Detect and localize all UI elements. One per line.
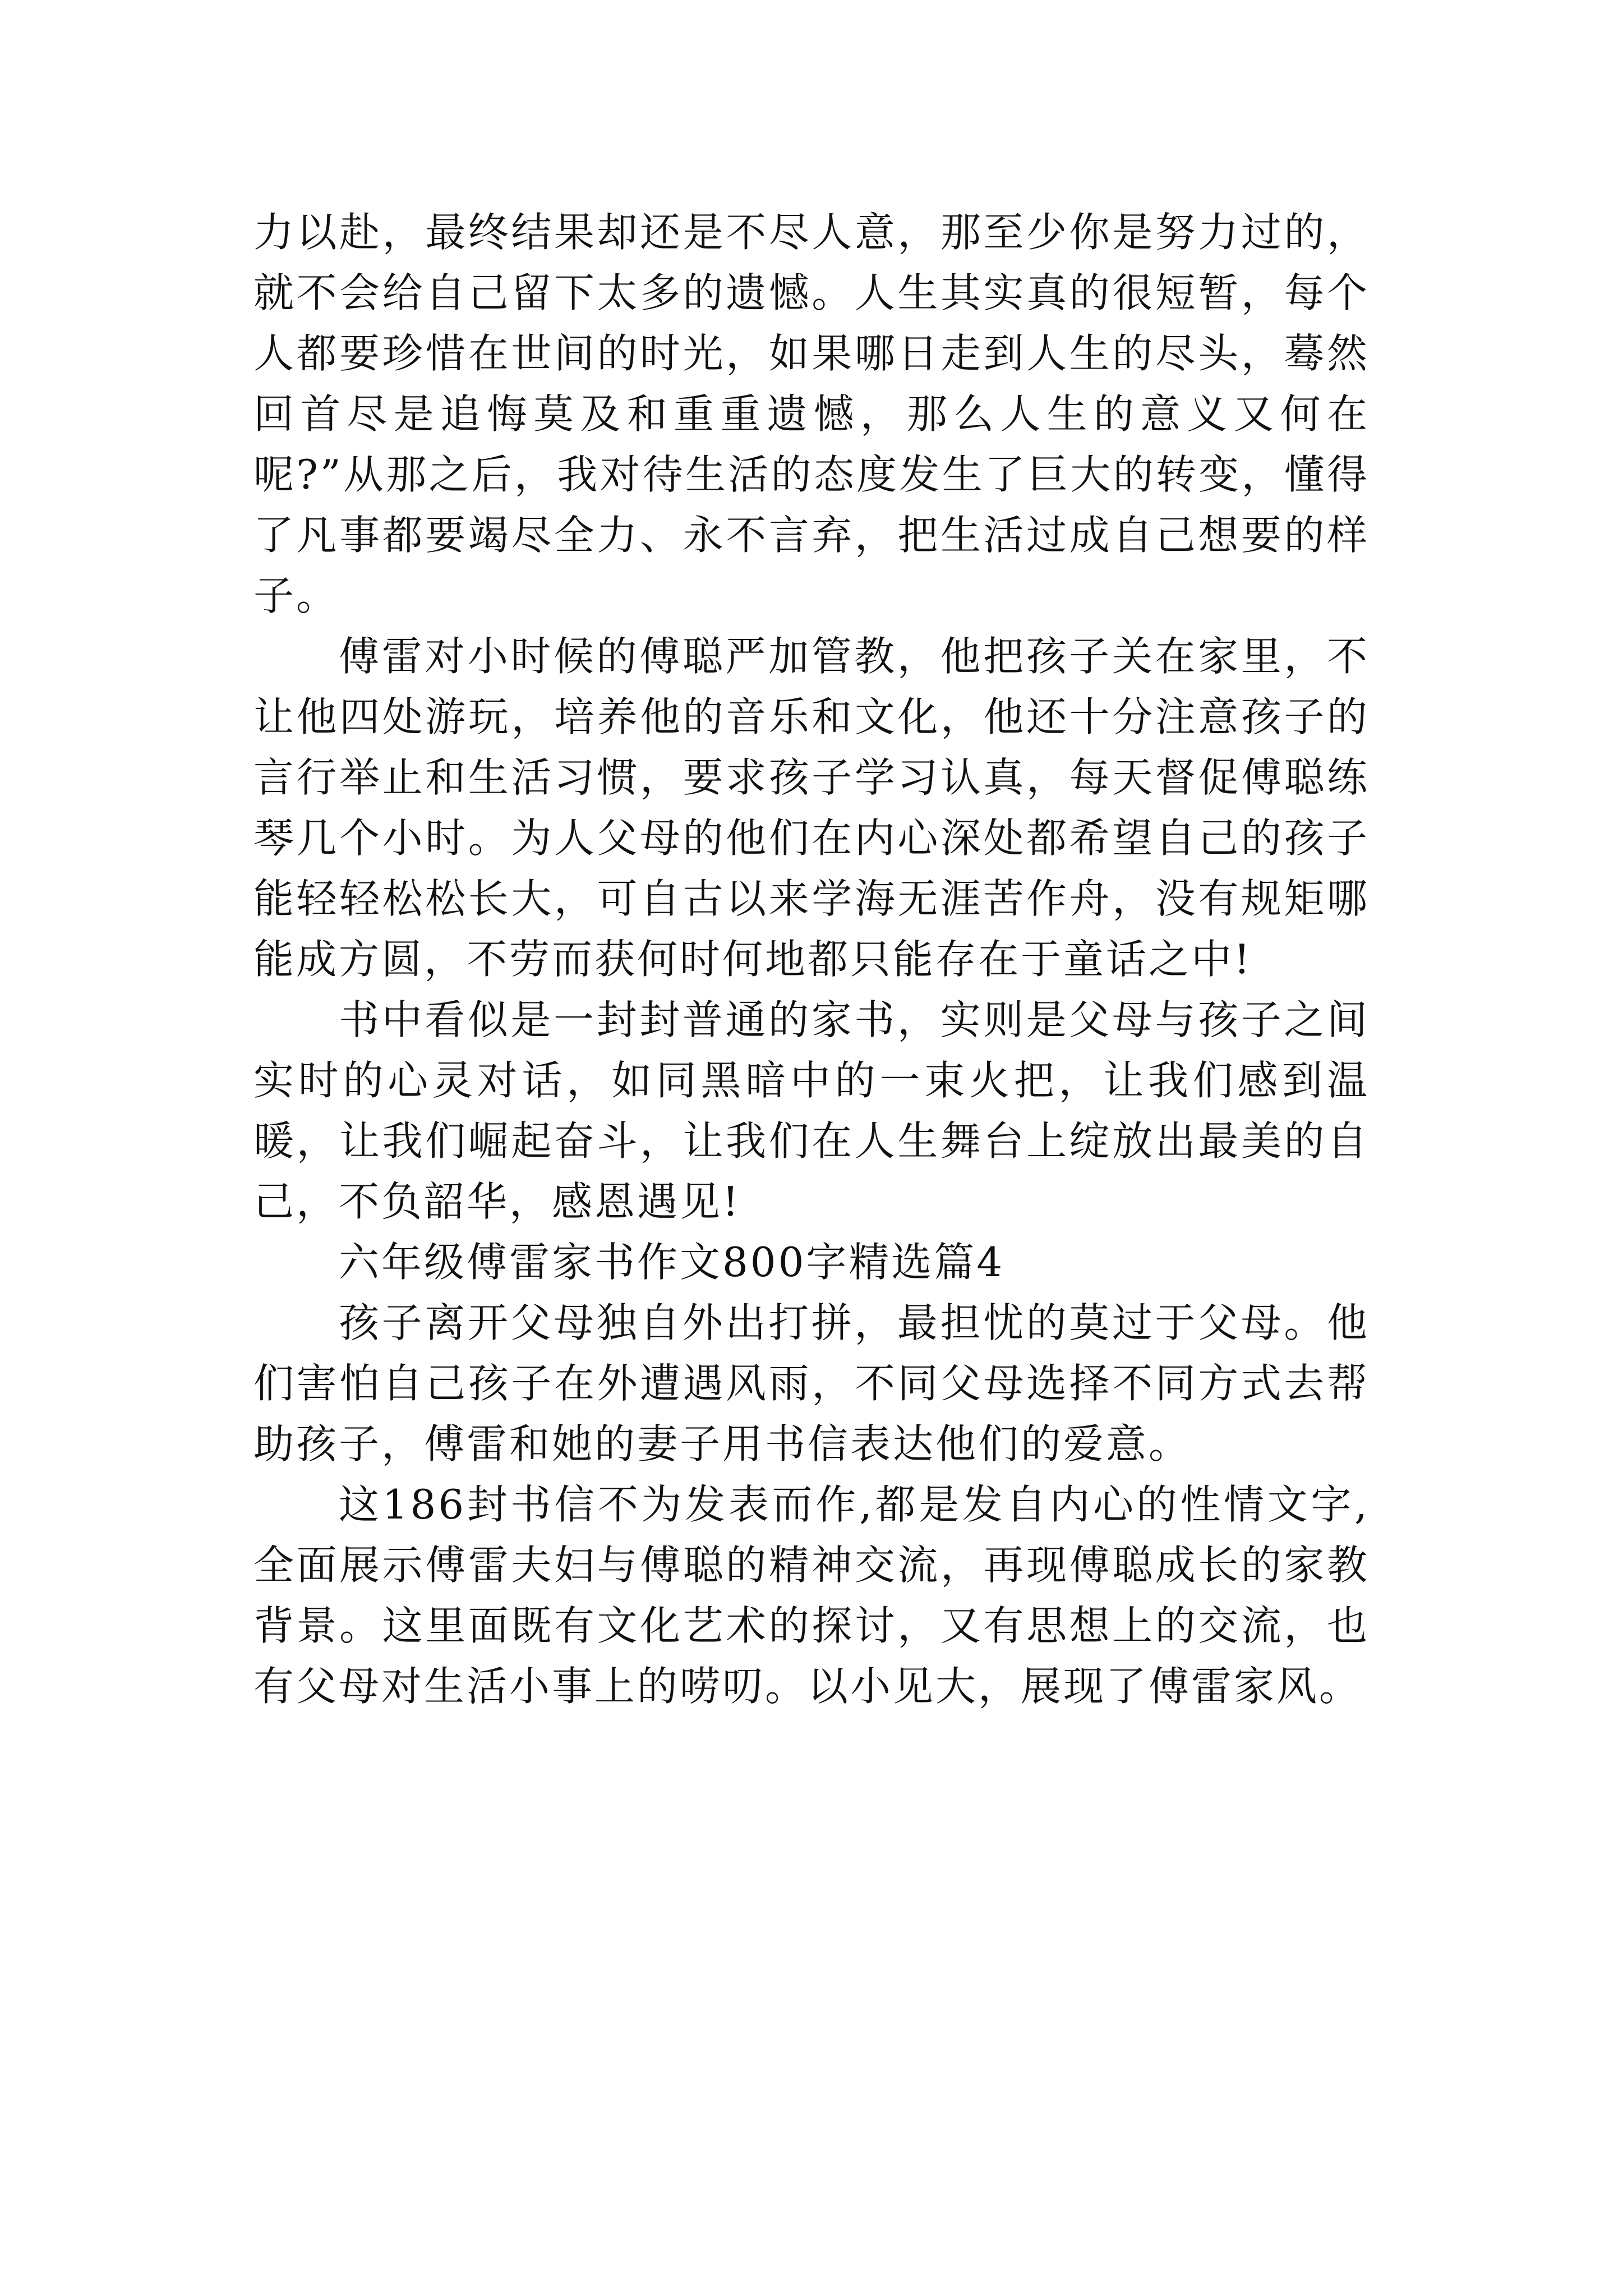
paragraph-1: 力以赴，最终结果却还是不尽人意，那至少你是努力过的，就不会给自己留下太多的遗憾。人生其实真的很短暂，每个人都要珍惜在世间的时光，如果哪日走到人生的尽头，蓦然回首尽是追悔莫及和重重遗憾，那么人生的意义又何在呢?”从那之后，我对待生活的态度发生了巨大的转变，懂得了凡事都要竭尽全力、永不言弃，把生活过成自己想要的样子。 xyxy=(253,209,1370,619)
paragraph-4: 孩子离开父母独自外出打拼，最担忧的莫过于父母。他们害怕自己孩子在外遭遇风雨，不同父母选择不同方式去帮助孩子，傅雷和她的妻子用书信表达他们的爱意。 xyxy=(253,1299,1370,1467)
paragraph-3: 书中看似是一封封普通的家书，实则是父母与孩子之间实时的心灵对话，如同黑暗中的一束火把，让我们感到温暖，让我们崛起奋斗，让我们在人生舞台上绽放出最美的自己，不负韶华，感恩遇见! xyxy=(253,996,1370,1225)
paragraph-5: 这186封书信不为发表而作,都是发自内心的性情文字,全面展示傅雷夫妇与傅聪的精神交流，再现傅聪成长的家教背景。这里面既有文化艺术的探讨，又有思想上的交流，也有父母对生活小事上的唠叨。以小见大，展现了傅雷家风。 xyxy=(253,1481,1370,1710)
document-body xyxy=(253,202,1370,1717)
section-heading: 六年级傅雷家书作文800字精选篇4 xyxy=(339,1239,1005,1286)
paragraph-2: 傅雷对小时候的傅聪严加管教，他把孩子关在家里，不让他四处游玩，培养他的音乐和文化，他还十分注意孩子的言行举止和生活习惯，要求孩子学习认真，每天督促傅聪练琴几个小时。为人父母的他们在内心深处都希望自己的孩子能轻轻松松长大，可自古以来学海无涯苦作舟，没有规矩哪能成方圆，不劳而获何时何地都只能存在于童话之中! xyxy=(253,633,1370,983)
